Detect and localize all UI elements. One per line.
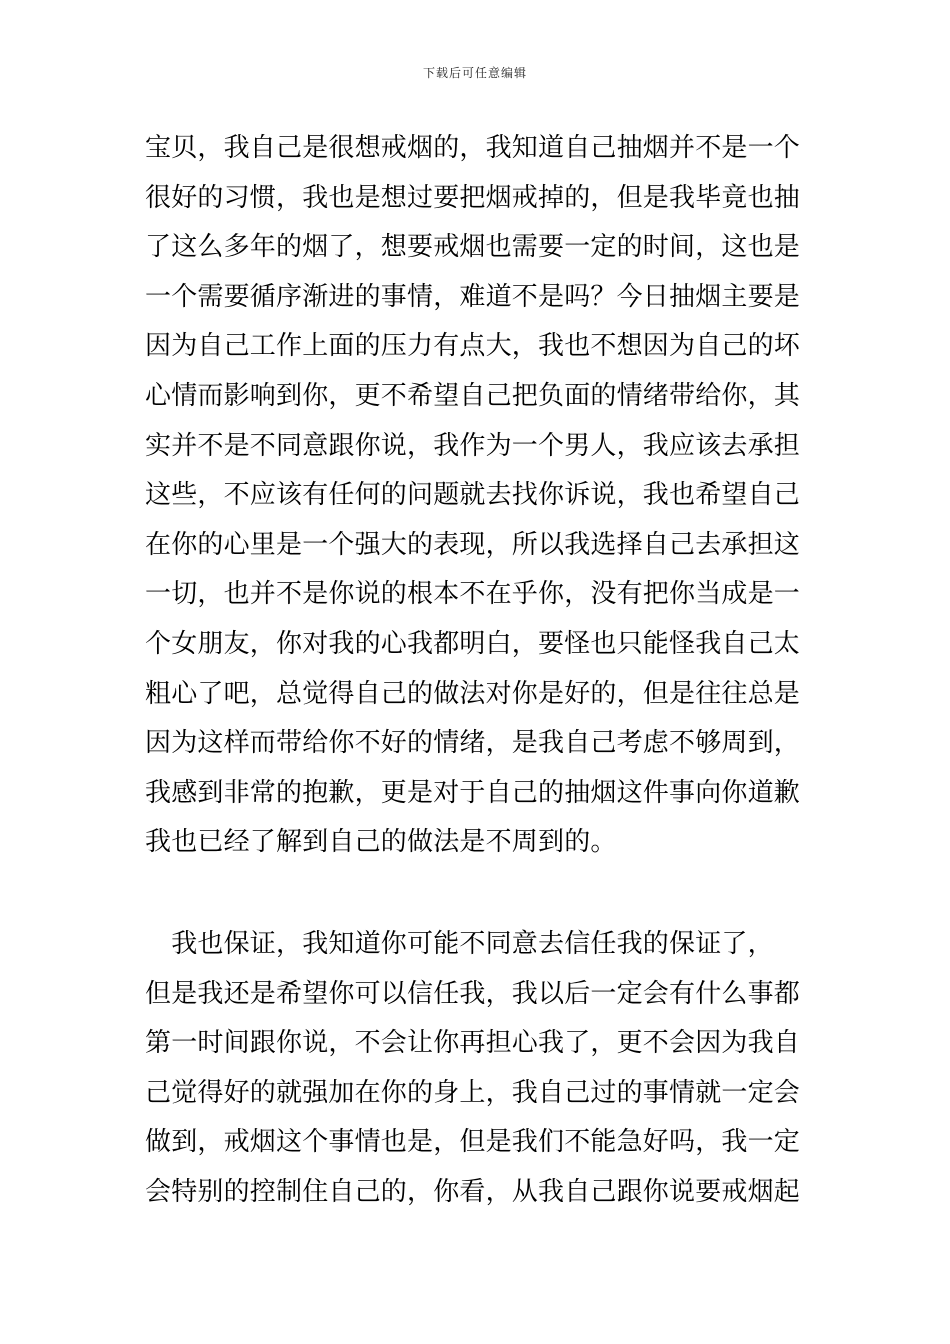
text-line: 因为这样而带给你不好的情绪，是我自己考虑不够周到， [145,728,801,759]
text-line: 一切，也并不是你说的根本不在乎你，没有把你当成是一 [145,579,801,610]
text-line: 个女朋友，你对我的心我都明白，要怪也只能怪我自己太 [145,628,801,659]
text-line: 实并不是不同意跟你说，我作为一个男人，我应该去承担 [145,430,801,461]
text-line: 会特别的控制住自己的，你看，从我自己跟你说要戒烟起 [145,1176,801,1207]
text-line: 因为自己工作上面的压力有点大，我也不想因为自己的坏 [145,331,801,362]
text-line: 我感到非常的抱歉，更是对于自己的抽烟这件事向你道歉 [145,777,801,808]
text-line: 在你的心里是一个强大的表现，所以我选择自己去承担这 [145,529,801,560]
text-line: 我也已经了解到自己的做法是不周到的。 [145,827,617,858]
text-line: 心情而影响到你，更不希望自己把负面的情绪带给你，其 [145,380,801,411]
text-line: 宝贝，我自己是很想戒烟的，我知道自己抽烟并不是一个 [145,133,801,163]
text-line: 做到，戒烟这个事情也是，但是我们不能急好吗，我一定 [145,1127,801,1158]
page-header: 下载后可任意编辑 [422,66,527,80]
text-line: 这些，不应该有任何的问题就去找你诉说，我也希望自己 [145,480,801,511]
paragraph-1 [145,124,815,868]
text-line: 第一时间跟你说，不会让你再担心我了，更不会因为我自 [145,1028,801,1059]
text-line: 我也保证，我知道你可能不同意去信任我的保证了， [145,929,774,959]
text-line: 很好的习惯，我也是想过要把烟戒掉的，但是我毕竟也抽 [145,182,801,213]
text-line: 了这么多年的烟了，想要戒烟也需要一定的时间，这也是 [145,232,801,263]
text-line: 一个需要循序渐进的事情，难道不是吗？今日抽烟主要是 [145,281,801,312]
text-line: 但是我还是希望你可以信任我，我以后一定会有什么事都 [145,978,801,1009]
paragraph-2 [145,920,815,1218]
text-line: 粗心了吧，总觉得自己的做法对你是好的，但是往往总是 [145,678,801,709]
text-line: 己觉得好的就强加在你的身上，我自己过的事情就一定会 [145,1077,801,1108]
